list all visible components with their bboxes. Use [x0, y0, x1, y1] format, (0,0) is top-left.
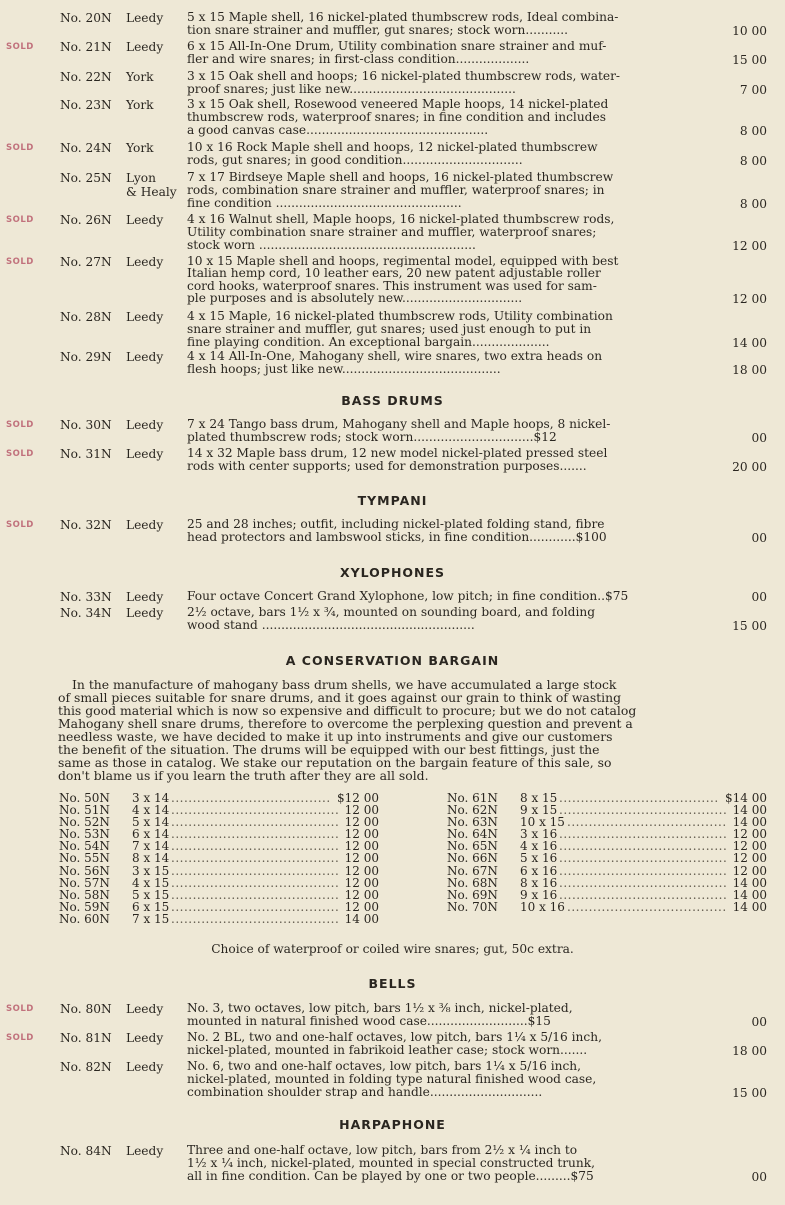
item-size: 9 x 15 — [520, 803, 558, 818]
item-description — [187, 518, 723, 544]
item-number: No. 59N — [59, 899, 110, 914]
item-description — [187, 213, 723, 252]
item-size: 3 x 15 — [132, 863, 170, 878]
maker-line: Leedy — [126, 1002, 164, 1016]
maker-line: York — [126, 70, 154, 84]
sold-stamp: SOLD — [6, 1033, 34, 1043]
conservation-paragraph — [58, 678, 768, 782]
item-number: No. 62N — [447, 803, 498, 818]
item-price: 12 00 — [732, 863, 767, 878]
sold-stamp: SOLD — [6, 1004, 34, 1014]
list-item — [59, 913, 379, 925]
description-line: Three and one-half octave, low pitch, bars from 2½ x ¼ inch to — [187, 1144, 578, 1157]
paragraph-line: same as those in catalog. We stake our reputation on the bargain feature of this sale, so — [58, 755, 612, 770]
description-line: 25 and 28 inches; outfit, including nickel-plated folding stand, fibre — [187, 518, 605, 531]
maker-name — [126, 171, 182, 199]
item-number: No. 63N — [447, 815, 498, 830]
item-price: 12 00 — [732, 827, 767, 842]
item-price: 14 00 — [732, 803, 767, 818]
catalog-entry — [0, 1002, 785, 1028]
description-line: No. 3, two octaves, low pitch, bars 1½ x ⅜ inch, nickel-plated, — [187, 1002, 573, 1015]
item-number: No. 26N — [60, 213, 112, 227]
section-heading-harpaphone: HARPAPHONE — [339, 1117, 446, 1132]
maker-name — [126, 255, 182, 269]
item-size: 4 x 15 — [132, 875, 170, 890]
item-size: 4 x 14 — [132, 803, 170, 818]
item-size: 5 x 16 — [520, 851, 558, 866]
leader-dots: ....................................... — [559, 887, 728, 902]
catalog-entry — [0, 213, 785, 252]
maker-line: Leedy — [126, 1060, 164, 1074]
maker-name — [126, 1031, 182, 1045]
item-price: 18 00 — [732, 1044, 767, 1058]
description-line: head protectors and lambswool sticks, in fine condition............$100 — [187, 531, 607, 544]
item-size: 7 x 14 — [132, 839, 170, 854]
conservation-list-left — [59, 792, 379, 925]
item-price: 12 00 — [344, 803, 379, 818]
list-item — [59, 852, 379, 864]
item-size: 8 x 14 — [132, 851, 170, 866]
maker-line: Leedy — [126, 213, 164, 227]
item-price: 12 00 — [344, 899, 379, 914]
description-line: No. 2 BL, two and one-half octaves, low pitch, bars 1¼ x 5/16 inch, — [187, 1031, 602, 1044]
item-size: 4 x 16 — [520, 839, 558, 854]
catalog-entry — [0, 255, 785, 305]
description-line: plated thumbscrew rods; stock worn...............................$12 — [187, 431, 557, 444]
item-size: 8 x 16 — [520, 875, 558, 890]
item-number: No. 54N — [59, 839, 110, 854]
section-heading-bells: BELLS — [368, 976, 417, 991]
item-number: No. 27N — [60, 255, 112, 269]
item-number: No. 66N — [447, 851, 498, 866]
section-heading-conservation-bargain: A CONSERVATION BARGAIN — [285, 653, 500, 668]
catalog-entry — [0, 70, 785, 96]
description-line: 5 x 15 Maple shell, 16 nickel-plated thumbscrew rods, Ideal combina- — [187, 11, 619, 24]
item-number: No. 57N — [59, 875, 110, 890]
item-description — [187, 255, 723, 305]
description-line: ple purposes and is absolutely new............................... — [187, 292, 523, 305]
description-line: tion snare strainer and muffler, gut snares; stock worn........... — [187, 24, 568, 37]
conservation-list-right — [447, 792, 767, 913]
leader-dots: ....................................... — [171, 803, 340, 818]
item-price: 12 00 — [732, 239, 767, 253]
maker-line: Leedy — [126, 518, 164, 532]
description-line: 4 x 15 Maple, 16 nickel-plated thumbscrew rods, Utility combination — [187, 310, 613, 323]
catalog-entry — [0, 141, 785, 167]
maker-line: Leedy — [126, 1144, 164, 1158]
maker-line: Leedy — [126, 40, 164, 54]
item-number: No. 60N — [59, 911, 110, 926]
item-price: 18 00 — [732, 363, 767, 377]
leader-dots: ....................................... — [559, 863, 728, 878]
item-price: 12 00 — [344, 875, 379, 890]
item-number: No. 28N — [60, 310, 112, 324]
section-heading-tympani: TYMPANI — [357, 493, 428, 508]
item-price: 20 00 — [732, 460, 767, 474]
paragraph-line: this good material which is now so expensive and difficult to procure; but we do not catalog — [58, 703, 637, 718]
item-size: 5 x 15 — [132, 887, 170, 902]
maker-name — [126, 447, 182, 461]
item-number: No. 68N — [447, 875, 498, 890]
maker-line: Leedy — [126, 1031, 164, 1045]
maker-name — [126, 11, 182, 25]
paragraph-line: don't blame us if you learn the truth after they are all sold. — [58, 768, 429, 783]
description-line: 7 x 24 Tango bass drum, Mahogany shell and Maple hoops, 8 nickel- — [187, 418, 611, 431]
item-number: No. 70N — [447, 899, 498, 914]
item-description — [187, 418, 723, 444]
item-number: No. 65N — [447, 839, 498, 854]
maker-name — [126, 98, 182, 112]
description-line: 4 x 16 Walnut shell, Maple hoops, 16 nickel-plated thumbscrew rods, — [187, 213, 615, 226]
item-number: No. 21N — [60, 40, 112, 54]
item-price: 12 00 — [344, 839, 379, 854]
item-size: 9 x 16 — [520, 887, 558, 902]
leader-dots: ....................................... — [559, 827, 728, 842]
item-price: 12 00 — [344, 863, 379, 878]
description-line: thumbscrew rods, waterproof snares; in fine condition and includes — [187, 111, 606, 124]
description-line: Four octave Concert Grand Xylophone, low pitch; in fine condition..$75 — [187, 590, 629, 603]
maker-line: Leedy — [126, 255, 164, 269]
catalog-entry — [0, 310, 785, 349]
item-description — [187, 1031, 723, 1057]
item-price: 12 00 — [732, 839, 767, 854]
item-number: No. 20N — [60, 11, 112, 25]
item-price: 14 00 — [732, 815, 767, 830]
item-description — [187, 310, 723, 349]
leader-dots: ....................................... — [171, 839, 340, 854]
description-line: nickel-plated, mounted in fabrikoid leather case; stock worn....... — [187, 1044, 588, 1057]
item-description — [187, 606, 723, 632]
maker-line: Leedy — [126, 310, 164, 324]
item-price: 00 — [751, 1015, 767, 1029]
leader-dots: ....................................... — [171, 815, 340, 830]
item-description — [187, 1060, 723, 1099]
item-price: 12 00 — [344, 827, 379, 842]
item-size: 10 x 16 — [520, 899, 565, 914]
description-line: No. 6, two and one-half octaves, low pitch, bars 1¼ x 5/16 inch, — [187, 1060, 582, 1073]
list-item — [59, 865, 379, 877]
maker-line: Leedy — [126, 606, 164, 620]
item-size: 7 x 15 — [132, 911, 170, 926]
description-line: 10 x 16 Rock Maple shell and hoops, 12 nickel-plated thumbscrew — [187, 141, 598, 154]
maker-name — [126, 70, 182, 84]
item-number: No. 56N — [59, 863, 110, 878]
maker-name — [126, 518, 182, 532]
list-item — [59, 877, 379, 889]
item-number: No. 23N — [60, 98, 112, 112]
item-price: 00 — [751, 531, 767, 545]
maker-name — [126, 1144, 182, 1158]
item-price: 8 00 — [739, 197, 767, 211]
maker-name — [126, 40, 182, 54]
item-number: No. 24N — [60, 141, 112, 155]
item-number: No. 34N — [60, 606, 112, 620]
item-price: 15 00 — [732, 619, 767, 633]
catalog-entry — [0, 1060, 785, 1099]
maker-line: York — [126, 141, 154, 155]
description-line: fine playing condition. An exceptional bargain.................... — [187, 336, 550, 349]
leader-dots: ....................................... — [171, 887, 340, 902]
maker-name — [126, 350, 182, 364]
maker-name — [126, 310, 182, 324]
item-price: 14 00 — [732, 336, 767, 350]
item-number: No. 82N — [60, 1060, 112, 1074]
item-description — [187, 447, 723, 473]
catalog-entry — [0, 171, 785, 210]
catalog-entry — [0, 590, 785, 603]
maker-name — [126, 213, 182, 227]
item-number: No. 69N — [447, 887, 498, 902]
item-number: No. 67N — [447, 863, 498, 878]
item-description — [187, 40, 723, 66]
paragraph-line: the benefit of the situation. The drums will be equipped with our best fittings, just the — [58, 742, 600, 757]
item-size: 10 x 15 — [520, 815, 565, 830]
description-line: rods with center supports; used for demonstration purposes....... — [187, 460, 587, 473]
description-line: nickel-plated, mounted in folding type natural finished wood case, — [187, 1073, 597, 1086]
catalog-entry — [0, 98, 785, 137]
maker-line: Leedy — [126, 11, 164, 25]
maker-line: Leedy — [126, 447, 164, 461]
maker-name — [126, 1002, 182, 1016]
item-number: No. 80N — [60, 1002, 112, 1016]
description-line: fine condition ................................................ — [187, 197, 462, 210]
paragraph-line: In the manufacture of mahogany bass drum shells, we have accumulated a large stock — [72, 677, 617, 692]
item-description — [187, 70, 723, 96]
maker-line: Lyon — [126, 171, 156, 185]
description-line: combination shoulder strap and handle............................. — [187, 1086, 543, 1099]
item-size: 6 x 16 — [520, 863, 558, 878]
item-description — [187, 98, 723, 137]
description-line: Utility combination snare strainer and muffler, waterproof snares; — [187, 226, 597, 239]
description-line: rods, gut snares; in good condition............................... — [187, 154, 523, 167]
item-price: 14 00 — [732, 875, 767, 890]
sold-stamp: SOLD — [6, 449, 34, 459]
description-line: 6 x 15 All-In-One Drum, Utility combination snare strainer and muf- — [187, 40, 607, 53]
item-number: No. 30N — [60, 418, 112, 432]
item-size: 5 x 14 — [132, 815, 170, 830]
item-number: No. 81N — [60, 1031, 112, 1045]
leader-dots: ....................................... — [559, 851, 728, 866]
snare-choice-note: Choice of waterproof or coiled wire snares; gut, 50c extra. — [211, 942, 574, 956]
leader-dots: ....................................... — [559, 875, 728, 890]
item-price: 00 — [751, 590, 767, 604]
item-description — [187, 1144, 723, 1183]
description-line: 7 x 17 Birdseye Maple shell and hoops, 16 nickel-plated thumbscrew — [187, 171, 614, 184]
description-line: fler and wire snares; in first-class condition................... — [187, 53, 530, 66]
item-price: $12 00 — [337, 791, 379, 805]
item-price: 14 00 — [732, 887, 767, 902]
item-size: 8 x 15 — [520, 791, 558, 805]
description-line: mounted in natural finished wood case..........................$15 — [187, 1015, 551, 1028]
item-number: No. 61N — [447, 791, 498, 805]
description-line: 14 x 32 Maple bass drum, 12 new model nickel-plated pressed steel — [187, 447, 608, 460]
section-heading-xylophones: XYLOPHONES — [339, 565, 446, 580]
item-price: 7 00 — [739, 83, 767, 97]
item-number: No. 84N — [60, 1144, 112, 1158]
description-line: wood stand ....................................................... — [187, 619, 475, 632]
description-line: rods, combination snare strainer and muffler, waterproof snares; in — [187, 184, 605, 197]
section-heading-bass-drums: BASS DRUMS — [341, 393, 444, 408]
list-item — [447, 865, 767, 877]
leader-dots: ....................................... — [171, 899, 340, 914]
item-price: 12 00 — [732, 292, 767, 307]
leader-dots: ..................................... — [567, 815, 727, 830]
list-item — [447, 877, 767, 889]
description-line: stock worn ........................................................ — [187, 239, 476, 252]
item-number: No. 55N — [59, 851, 110, 866]
description-line: 2½ octave, bars 1½ x ¾, mounted on sounding board, and folding — [187, 606, 596, 619]
list-item — [447, 852, 767, 864]
maker-name — [126, 418, 182, 432]
item-description — [187, 590, 723, 603]
maker-line: York — [126, 98, 154, 112]
item-description — [187, 350, 723, 376]
paragraph-line: of small pieces suitable for snare drums, and it goes against our grain to think of wasting — [58, 690, 622, 705]
leader-dots: ....................................... — [171, 911, 340, 926]
item-price: 8 00 — [739, 124, 767, 138]
maker-line: Leedy — [126, 350, 164, 364]
item-description — [187, 141, 723, 167]
leader-dots: ....................................... — [559, 803, 728, 818]
item-price: $14 00 — [725, 791, 767, 805]
leader-dots: ....................................... — [171, 827, 340, 842]
item-number: No. 25N — [60, 171, 112, 185]
item-number: No. 64N — [447, 827, 498, 842]
item-number: No. 33N — [60, 590, 112, 604]
item-size: 3 x 14 — [132, 791, 170, 805]
leader-dots: ..................................... — [171, 791, 331, 805]
description-line: 3 x 15 Oak shell, Rosewood veneered Maple hoops, 14 nickel-plated — [187, 98, 609, 111]
catalog-entry — [0, 40, 785, 66]
sold-stamp: SOLD — [6, 520, 34, 530]
item-number: No. 58N — [59, 887, 110, 902]
leader-dots: ..................................... — [567, 899, 727, 914]
item-price: 14 00 — [344, 911, 379, 926]
item-description — [187, 1002, 723, 1028]
item-size: 6 x 15 — [132, 899, 170, 914]
maker-name — [126, 141, 182, 155]
paragraph-line: needless waste, we have decided to make it up into instruments and give our customers — [58, 729, 613, 744]
item-price: 8 00 — [739, 154, 767, 168]
leader-dots: ....................................... — [559, 839, 728, 854]
leader-dots: ....................................... — [171, 875, 340, 890]
description-line: snare strainer and muffler, gut snares; used just enough to put in — [187, 323, 592, 336]
paragraph-line: Mahogany shell snare drums, therefore to overcome the perplexing question and prevent a — [58, 716, 633, 731]
item-number: No. 31N — [60, 447, 112, 461]
catalog-entry — [0, 350, 785, 376]
maker-name — [126, 606, 182, 620]
description-line: 4 x 14 All-In-One, Mahogany shell, wire snares, two extra heads on — [187, 350, 603, 363]
catalog-entry — [0, 1144, 785, 1183]
maker-name — [126, 1060, 182, 1074]
description-line: Italian hemp cord, 10 leather ears, 20 new patent adjustable roller — [187, 267, 601, 280]
list-item — [447, 901, 767, 913]
leader-dots: ....................................... — [171, 851, 340, 866]
item-description — [187, 11, 723, 37]
maker-name — [126, 590, 182, 604]
description-line: 10 x 15 Maple shell and hoops, regimental model, equipped with best — [187, 255, 619, 268]
item-size: 3 x 16 — [520, 827, 558, 842]
leader-dots: ..................................... — [559, 791, 719, 805]
description-line: proof snares; just like new........................................... — [187, 83, 516, 96]
description-line: all in fine condition. Can be played by one or two people.........$75 — [187, 1170, 594, 1183]
description-line: 3 x 15 Oak shell and hoops; 16 nickel-plated thumbscrew rods, water- — [187, 70, 621, 83]
item-price: 15 00 — [732, 53, 767, 67]
item-number: No. 32N — [60, 518, 112, 532]
item-price: 00 — [751, 1170, 767, 1184]
maker-line: Leedy — [126, 590, 164, 604]
sold-stamp: SOLD — [6, 143, 34, 153]
description-line: cord hooks, waterproof snares. This instrument was used for sam- — [187, 279, 597, 293]
leader-dots: ....................................... — [171, 863, 340, 878]
catalog-entry — [0, 606, 785, 632]
catalog-entry — [0, 418, 785, 444]
item-price: 12 00 — [344, 887, 379, 902]
item-price: 14 00 — [732, 899, 767, 914]
item-number: No. 22N — [60, 70, 112, 84]
catalog-entry — [0, 1031, 785, 1057]
maker-line: & Healy — [126, 185, 177, 199]
description-line: 1½ x ¼ inch, nickel-plated, mounted in special constructed trunk, — [187, 1157, 596, 1170]
item-number: No. 52N — [59, 815, 110, 830]
item-price: 12 00 — [344, 815, 379, 830]
item-price: 12 00 — [344, 851, 379, 866]
item-number: No. 51N — [59, 803, 110, 818]
maker-line: Leedy — [126, 418, 164, 432]
description-line: flesh hoops; just like new......................................... — [187, 363, 501, 376]
item-price: 10 00 — [732, 24, 767, 38]
item-price: 15 00 — [732, 1086, 767, 1100]
catalog-entry — [0, 11, 785, 37]
sold-stamp: SOLD — [6, 215, 34, 225]
item-number: No. 53N — [59, 827, 110, 842]
catalog-entry — [0, 447, 785, 473]
item-description — [187, 171, 723, 210]
sold-stamp: SOLD — [6, 42, 34, 52]
item-number: No. 50N — [59, 791, 110, 805]
description-line: a good canvas case............................................... — [187, 124, 489, 137]
item-number: No. 29N — [60, 350, 112, 364]
sold-stamp: SOLD — [6, 257, 34, 267]
sold-stamp: SOLD — [6, 420, 34, 430]
item-price: 00 — [751, 431, 767, 445]
item-size: 6 x 14 — [132, 827, 170, 842]
item-price: 12 00 — [732, 851, 767, 866]
catalog-entry — [0, 518, 785, 544]
